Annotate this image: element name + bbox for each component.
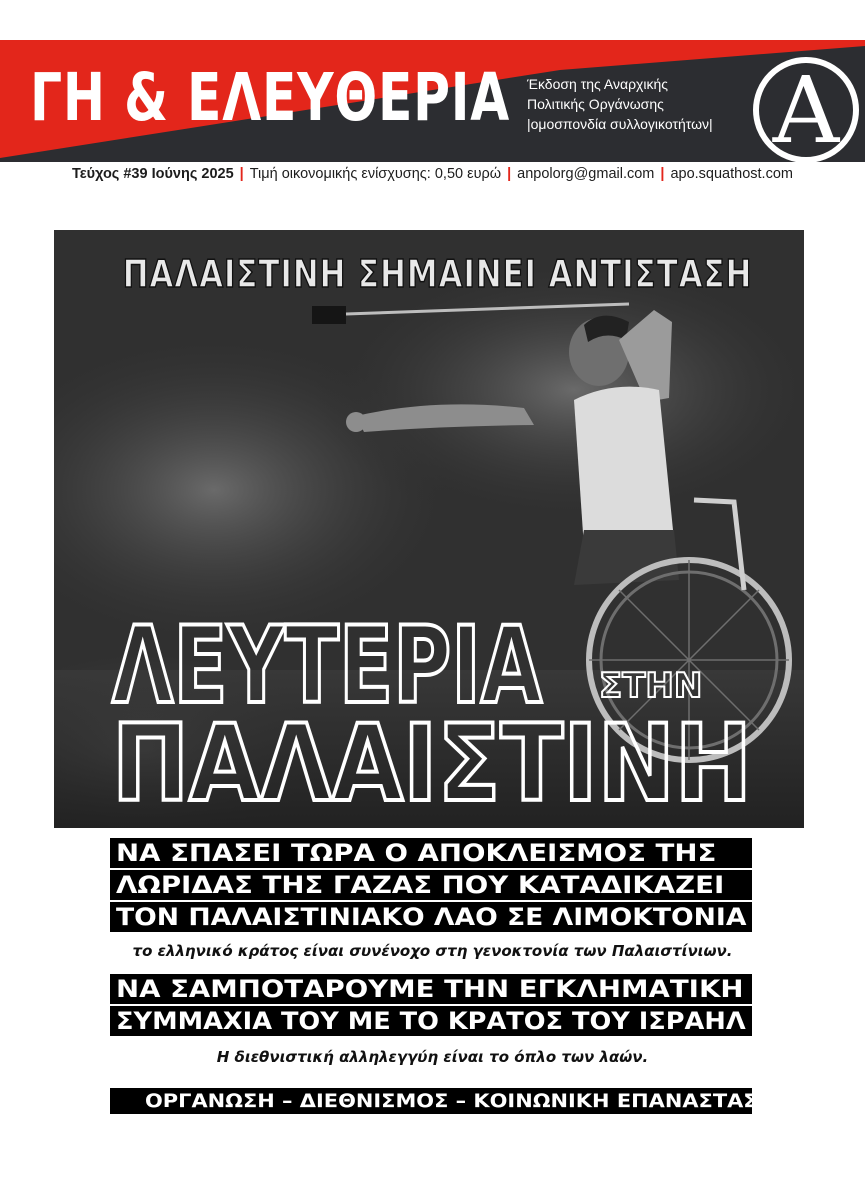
slogan-line: ΤΟΝ ΠΑΛΑΙΣΤΙΝΙΑΚΟ ΛΑΟ ΣΕ ΛΙΜΟΚΤΟΝΙΑ: [116, 903, 747, 931]
issue-number: Τεύχος #39 Ιούνης 2025: [72, 166, 234, 182]
final-slogan: ΟΡΓΑΝΩΣΗ – ΔΙΕΘΝΙΣΜΟΣ – ΚΟΙΝΩΝΙΚΗ ΕΠΑΝΑΣΤΑΣΗ: [144, 1090, 776, 1112]
publisher-line-3: |ομοσπονδία συλλογικοτήτων|: [527, 116, 713, 132]
logo-letter: A: [772, 57, 840, 164]
headline-freedom: ΛΕΥΤΕΡΙΑ: [112, 604, 543, 727]
publisher-info: [527, 74, 767, 134]
separator: |: [239, 166, 244, 182]
italic-statement-2: Η διεθνιστική αλληλεγγύη είναι το όπλο των λαών.: [216, 1048, 649, 1066]
email-link[interactable]: anpolorg@gmail.com: [517, 166, 655, 182]
headline-small-word: ΣΤΗΝ: [599, 666, 703, 706]
photo-banner: ΠΑΛΑΙΣΤΙΝΗ ΣΗΜΑΙΝΕΙ ΑΝΤΙΣΤΑΣΗ: [122, 252, 753, 296]
italic-statement-1: το ελληνικό κράτος είναι συνένοχο στη γενοκτονία των Παλαιστίνιων.: [132, 942, 733, 960]
slogan-bar: [110, 838, 752, 868]
cover-photo: [54, 230, 804, 828]
slogan-line: ΛΩΡΙΔΑΣ ΤΗΣ ΓΑΖΑΣ ΠΟΥ ΚΑΤΑΔΙΚΑΖΕΙ: [116, 871, 725, 899]
publisher-line-1: Έκδοση της Αναρχικής: [527, 76, 669, 92]
separator: |: [660, 166, 665, 182]
final-slogan-bar: [110, 1088, 776, 1114]
slogan-line: ΝΑ ΣΠΑΣΕΙ ΤΩΡΑ Ο ΑΠΟΚΛΕΙΣΜΟΣ ΤΗΣ: [116, 839, 717, 867]
slogan-bar: [110, 974, 752, 1004]
publisher-line-2: Πολιτικής Οργάνωσης: [527, 96, 664, 112]
separator: |: [507, 166, 512, 182]
website-link[interactable]: apo.squathost.com: [670, 166, 793, 182]
price-info: Τιμή οικονομικής ενίσχυσης: 0,50 ευρώ: [249, 166, 502, 182]
slogan-line: ΝΑ ΣΑΜΠΟΤΑΡΟΥΜΕ ΤΗΝ ΕΓΚΛΗΜΑΤΙΚΗ: [116, 975, 744, 1003]
issue-info-line: [0, 166, 865, 182]
masthead: [0, 40, 865, 162]
slogan-line: ΣΥΜΜΑΧΙΑ ΤΟΥ ΜΕ ΤΟ ΚΡΑΤΟΣ ΤΟΥ ΙΣΡΑΗΛ: [116, 1007, 746, 1035]
headline-palestine: ΠΑΛΑΙΣΤΙΝΗ: [112, 702, 752, 825]
slogan-bar: [110, 870, 752, 900]
slogan-bar: [110, 902, 752, 932]
newspaper-title: ΓΗ & ΕΛΕΥΘΕΡΙΑ: [30, 59, 511, 136]
anarchy-logo-icon: [750, 54, 862, 166]
slogan-bar: [110, 1006, 752, 1036]
